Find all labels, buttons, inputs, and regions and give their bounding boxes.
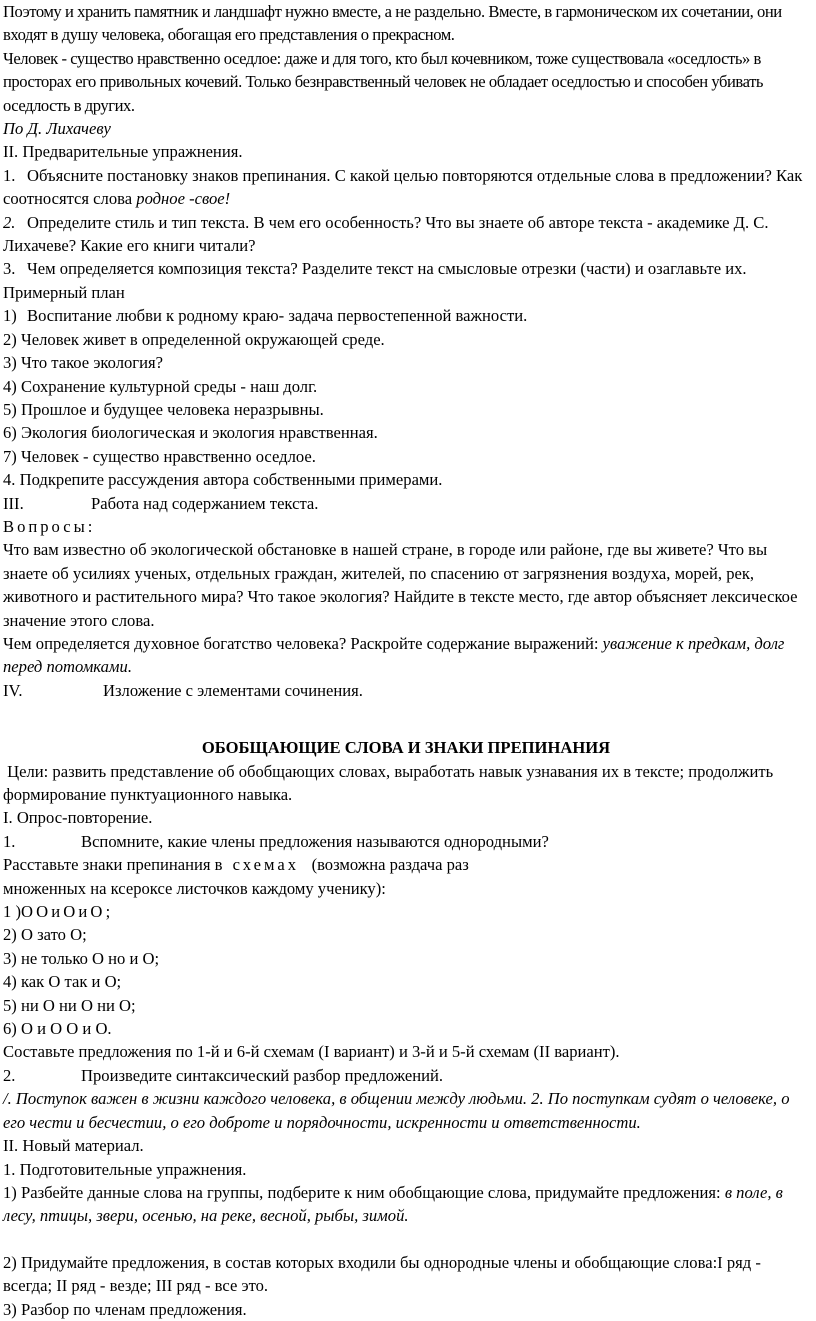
section-3-heading: III. Работа над содержанием текста.: [3, 493, 319, 513]
intro-paragraph-1: Поэтому и хранить памятник и ландшафт нужно вместе, а не раздельно. Вместе, в гармоническом их сочетании, они входят в душу человека, обогащая его представления о прекрасном.: [3, 2, 782, 45]
task-1: 1. Вспомните, какие члены предложения называются однородными?: [3, 831, 549, 851]
part-2-heading: II. Новый материал.: [3, 1136, 144, 1156]
question-1-text: Объясните постановку знаков препинания. С какой целью повторяются отдельные слова в предложении? Как соотносятся слова: [3, 165, 803, 209]
plan-title: Примерный план: [3, 282, 125, 302]
spacer: [3, 702, 809, 736]
plan-item: 4) Сохранение культурной среды - наш долг.: [3, 376, 318, 396]
compose-instruction: Составьте предложения по 1-й и 6-й схемам (I вариант) и 3-й и 5-й схемам (II вариант).: [3, 1042, 620, 1062]
plan-item: 6) Экология биологическая и экология нравственная.: [3, 423, 378, 443]
lesson-title: ОБОБЩАЮЩИЕ СЛОВА И ЗНАКИ ПРЕПИНАНИЯ: [201, 738, 611, 758]
scheme-item: 1 )О О и О и О ;: [3, 902, 110, 922]
lesson-goals: Цели: развить представление об обобщающих словах, выработать навык узнавания их в тексте; продолжить формирование пунктуационного навыка.: [3, 761, 774, 804]
schemes-lead-continued: множенных на ксероксе листочков каждому ученику):: [3, 878, 386, 898]
task-2: 2. Произведите синтаксический разбор предложений.: [3, 1065, 444, 1085]
plan-item: 3) Что такое экология?: [3, 353, 163, 373]
question-1-num: 1.: [3, 165, 16, 185]
scheme-item: 5) ни О ни О ни О;: [3, 995, 136, 1015]
scheme-item: 3) не только О но и О;: [3, 948, 160, 968]
question-3: [3, 257, 809, 280]
plan-item: 1) Воспитание любви к родному краю- задача первостепенной важности.: [3, 306, 528, 326]
exercise-1: 1) Разбейте данные слова на группы, подберите к ним обобщающие слова, придумайте предложения: в поле, в лесу, птицы, звери, осенью, на реке, весной, рыбы, зимой.: [3, 1182, 783, 1226]
question-1-italic: родное -свое!: [136, 189, 231, 209]
section-4-heading: IV. Изложение с элементами сочинения.: [3, 680, 363, 700]
section-2-heading: II. Предварительные упражнения.: [3, 142, 243, 162]
plan-item: 5) Прошлое и будущее человека неразрывны.: [3, 399, 324, 419]
scheme-item: 6) О и О О и О.: [3, 1019, 112, 1039]
prep-exercises-heading: 1. Подготовительные упражнения.: [3, 1159, 247, 1179]
schemes-lead: Расставьте знаки препинания в схемах (возможна раздача раз: [3, 855, 469, 875]
plan-item: 2) Человек живет в определенной окружающей среде.: [3, 329, 385, 349]
question-2-num: 2.: [3, 212, 16, 232]
parse-sentences: /. Поступок важен в жизни каждого человека, в общении между людьми. 2. По поступкам судят о человеке, о его чести и бесчестии, о его доброте и порядочности, искренности и ответственности.: [3, 1089, 790, 1132]
question-2: [3, 211, 809, 258]
question-3-num: 3.: [3, 259, 16, 279]
exercise-3: 3) Разбор по членам предложения.: [3, 1299, 247, 1319]
scheme-item: 2) О зато О;: [3, 925, 87, 945]
part-1-heading: I. Опрос-повторение.: [3, 808, 153, 828]
scheme-item: 4) как О так и О;: [3, 972, 122, 992]
questions-paragraph-1: Что вам известно об экологической обстановке в нашей стране, в городе или районе, где вы живете? Что вы знаете об усилиях ученых, отдельных граждан, жителей, по спасению от загрязнения воздуха, морей, рек, животного и растительного мира? Что такое экология? Найдите в тексте место, где автор объясняет лексическое значение этого слова.: [3, 540, 798, 630]
author-signature: По Д. Лихачеву: [3, 119, 111, 139]
intro-paragraph-2: Человек - существо нравственно оседлое: даже и для того, кто был кочевником, тоже существовала «оседлость» в просторах его привольных кочевий. Только безнравственный человек не обладает оседлостью и способен убивать оседлость в других.: [3, 48, 763, 115]
exercise-2: 2) Придумайте предложения, в состав которых входили бы однородные члены и обобщающие слова:I ряд - всегда; II ряд - везде; III ряд - все это.: [3, 1252, 761, 1296]
plan-item: 7) Человек - существо нравственно оседлое.: [3, 446, 316, 466]
question-2-text: Определите стиль и тип текста. В чем его особенность? Что вы знаете об авторе текста - академике Д. С. Лихачеве? Какие его книги читали?: [3, 212, 769, 256]
questions-paragraph-2: Чем определяется духовное богатство человека? Раскройте содержание выражений: уважение к предкам, долг перед потомками.: [3, 633, 785, 677]
question-4: 4. Подкрепите рассуждения автора собственными примерами.: [3, 470, 443, 490]
spacer: [3, 1228, 809, 1251]
questions-label: Вопросы:: [3, 516, 96, 536]
question-3-text: Чем определяется композиция текста? Разделите текст на смысловые отрезки (части) и озаглавьте их.: [27, 259, 747, 279]
question-1: [3, 164, 809, 211]
